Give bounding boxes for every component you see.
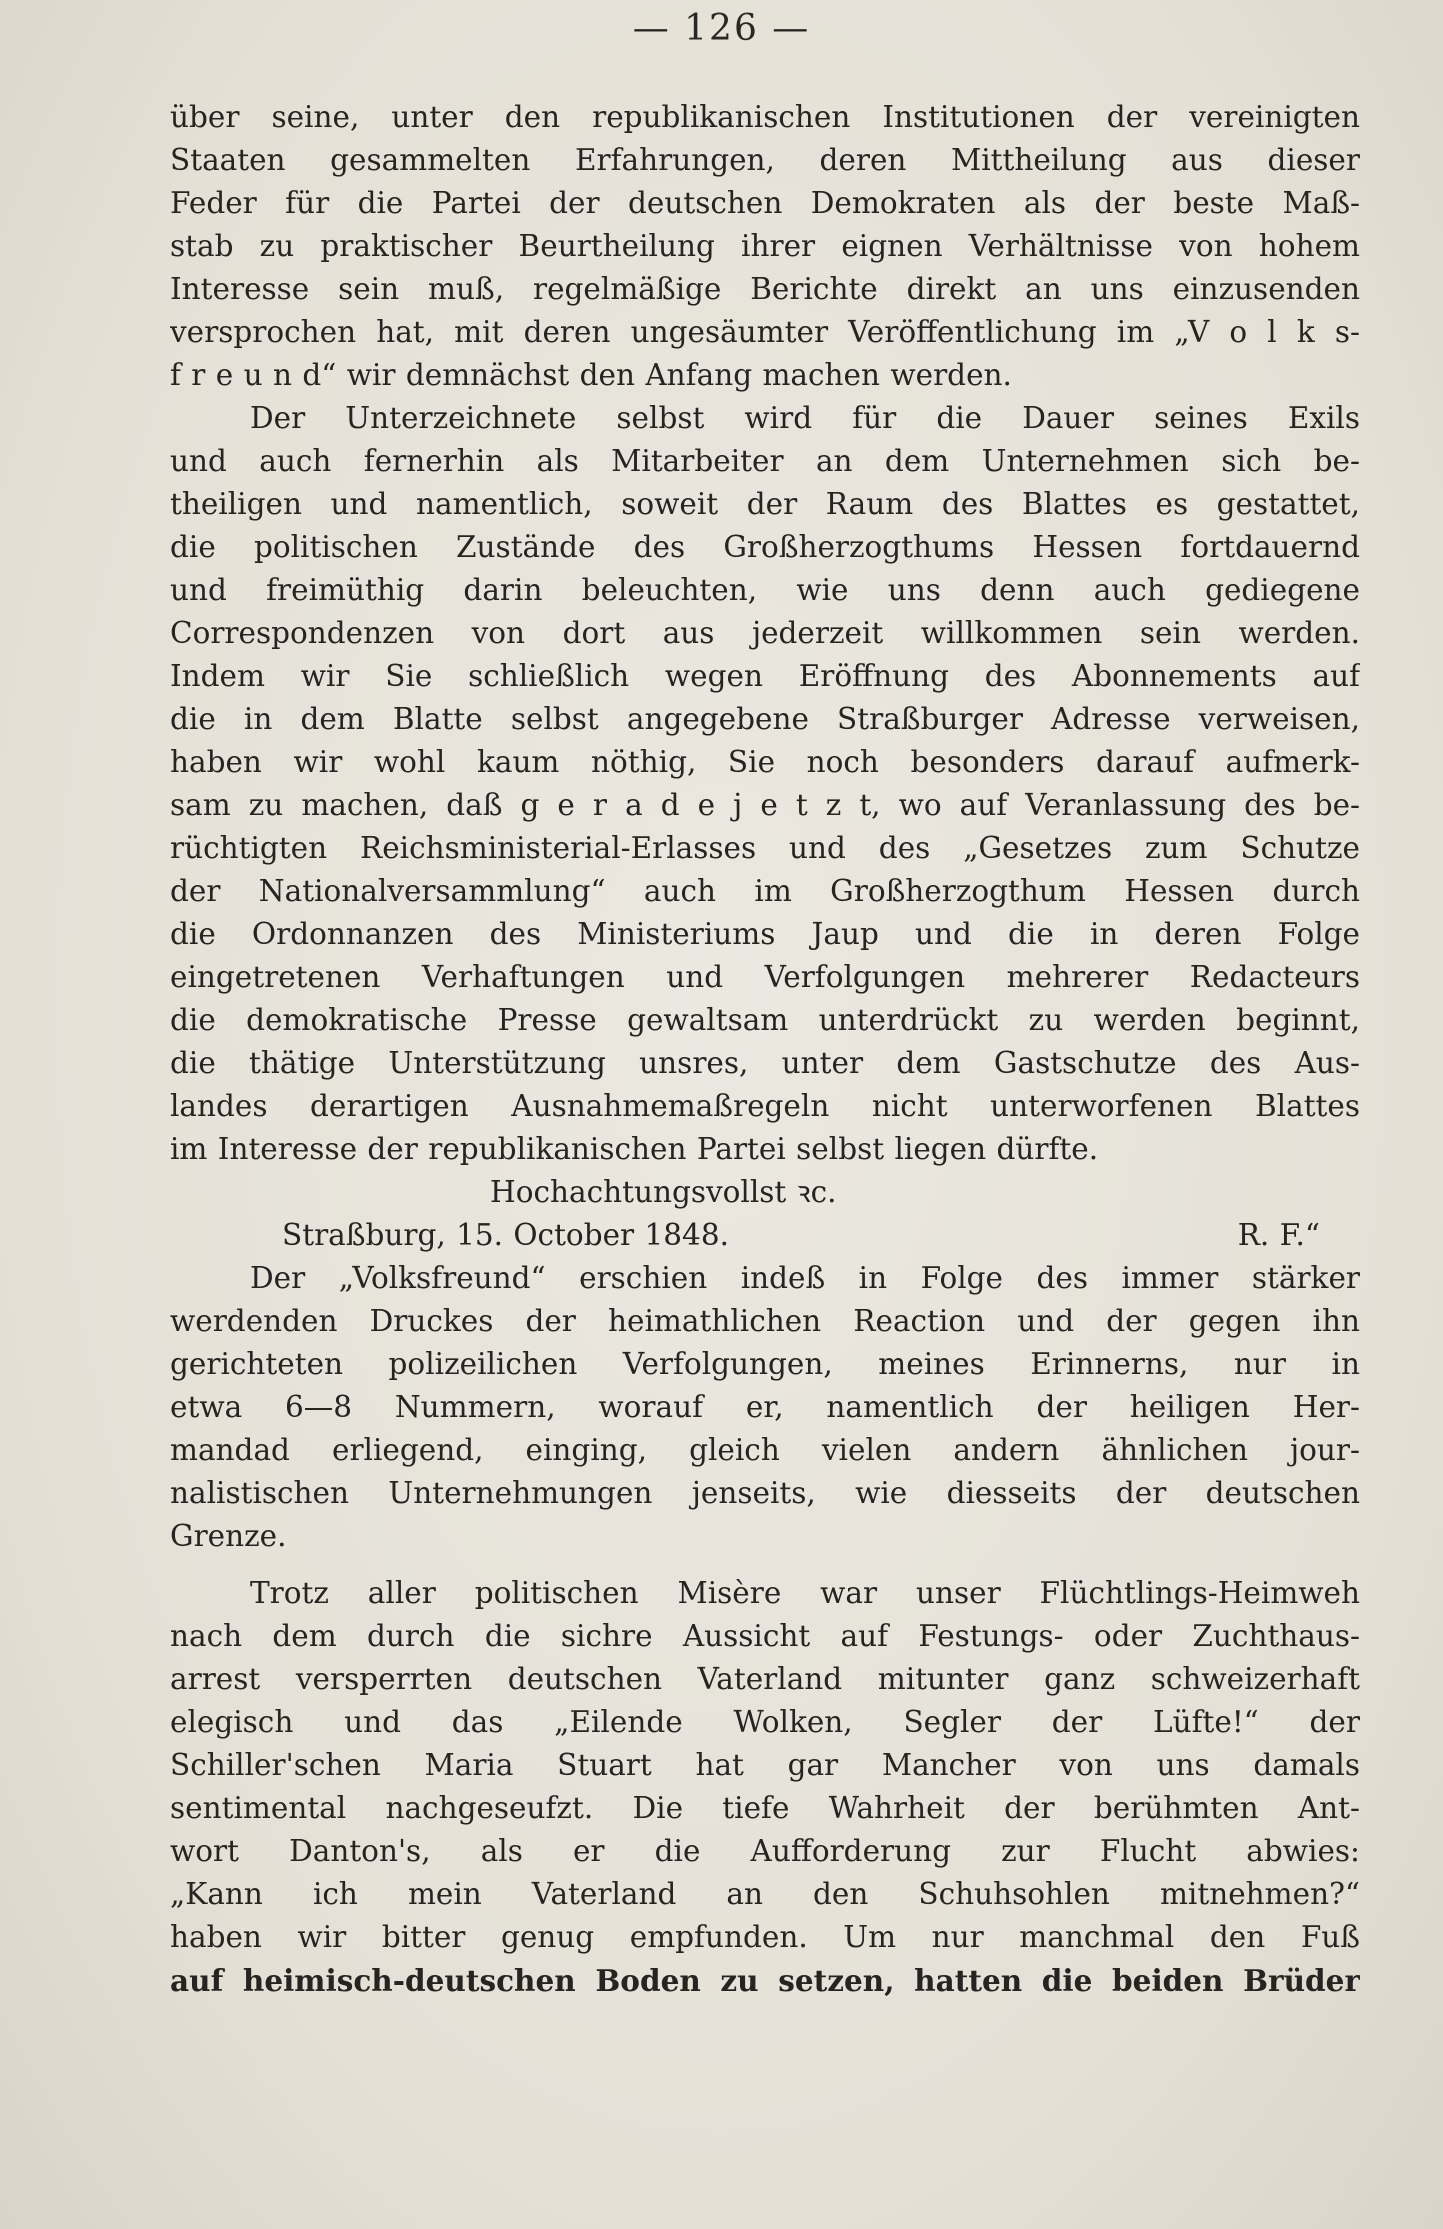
text-line: Interesse sein muß, regelmäßige Berichte direkt an uns einzusenden: [170, 272, 1360, 306]
text-line: versprochen hat, mit deren ungesäumter Veröffentlichung im „V o l k s-: [170, 315, 1360, 349]
signoff-initials: R. F.“: [1237, 1218, 1320, 1252]
text-line: und auch fernerhin als Mitarbeiter an dem Unternehmen sich be-: [170, 444, 1360, 478]
text-line: gerichteten polizeilichen Verfolgungen, meines Erinnerns, nur in: [170, 1347, 1360, 1381]
text-line: auf heimisch-deutschen Boden zu setzen, hatten die beiden Brüder: [170, 1963, 1360, 1998]
text-line: wort Danton's, als er die Aufforderung zur Flucht abwies:: [170, 1834, 1360, 1868]
text-line: die politischen Zustände des Großherzogthums Hessen fortdauernd: [170, 530, 1360, 564]
text-line: und freimüthig darin beleuchten, wie uns denn auch gediegene: [170, 573, 1360, 607]
text-line: über seine, unter den republikanischen Institutionen der vereinigten: [170, 100, 1360, 134]
text-line: Der „Volksfreund“ erschien indeß in Folge des immer stärker: [250, 1261, 1360, 1295]
text-line: Hochachtungsvollst ꝛc.: [490, 1175, 837, 1209]
text-line: Correspondenzen von dort aus jederzeit willkommen sein werden.: [170, 616, 1360, 650]
paragraphs-letter: [170, 96, 1360, 1214]
text-line: Schiller'schen Maria Stuart hat gar Mancher von uns damals: [170, 1748, 1360, 1782]
text-line: f r e u n d“ wir demnächst den Anfang machen werden.: [170, 358, 1012, 392]
text-line: Grenze.: [170, 1519, 287, 1553]
text-line: nalistischen Unternehmungen jenseits, wie diesseits der deutschen: [170, 1476, 1360, 1510]
text-line: nach dem durch die sichre Aussicht auf Festungs- oder Zuchthaus-: [170, 1619, 1360, 1653]
text-line: landes derartigen Ausnahmemaßregeln nicht unterworfenen Blattes: [170, 1089, 1360, 1123]
text-line: die thätige Unterstützung unsres, unter dem Gastschutze des Aus-: [170, 1046, 1360, 1080]
body-text: [170, 96, 1360, 2002]
text-line: stab zu praktischer Beurtheilung ihrer eignen Verhältnisse von hohem: [170, 229, 1360, 263]
signoff-place-date: Straßburg, 15. October 1848.: [282, 1218, 729, 1252]
paragraphs-narrative: [170, 1257, 1360, 2002]
text-line: die in dem Blatte selbst angegebene Straßburger Adresse verweisen,: [170, 702, 1360, 736]
text-line: haben wir bitter genug empfunden. Um nur manchmal den Fuß: [170, 1920, 1360, 1954]
text-line: die Ordonnanzen des Ministeriums Jaup und die in deren Folge: [170, 917, 1360, 951]
text-line: werdenden Druckes der heimathlichen Reaction und der gegen ihn: [170, 1304, 1360, 1338]
text-line: Feder für die Partei der deutschen Demokraten als der beste Maß-: [170, 186, 1360, 220]
text-line: mandad erliegend, einging, gleich vielen andern ähnlichen jour-: [170, 1433, 1360, 1467]
text-line: Indem wir Sie schließlich wegen Eröffnung des Abonnements auf: [170, 659, 1360, 693]
text-line: der Nationalversammlung“ auch im Großherzogthum Hessen durch: [170, 874, 1360, 908]
text-line: „Kann ich mein Vaterland an den Schuhsohlen mitnehmen?“: [170, 1877, 1360, 1911]
text-line: Staaten gesammelten Erfahrungen, deren Mittheilung aus dieser: [170, 143, 1360, 177]
page-number: — 126 —: [632, 8, 811, 49]
text-line: sentimental nachgeseufzt. Die tiefe Wahrheit der berühmten Ant-: [170, 1791, 1360, 1825]
text-line: etwa 6—8 Nummern, worauf er, namentlich der heiligen Her-: [170, 1390, 1360, 1424]
text-line: arrest versperrten deutschen Vaterland mitunter ganz schweizerhaft: [170, 1662, 1360, 1696]
text-line: im Interesse der republikanischen Partei selbst liegen dürfte.: [170, 1132, 1099, 1166]
text-line: eingetretenen Verhaftungen und Verfolgungen mehrerer Redacteurs: [170, 960, 1360, 994]
text-line: elegisch und das „Eilende Wolken, Segler der Lüfte!“ der: [170, 1705, 1360, 1739]
text-line: Trotz aller politischen Misère war unser Flüchtlings-Heimweh: [250, 1576, 1360, 1610]
signoff-line: [170, 1214, 1360, 1257]
text-line: theiligen und namentlich, soweit der Raum des Blattes es gestattet,: [170, 487, 1360, 521]
text-line: rüchtigten Reichsministerial-Erlasses und des „Gesetzes zum Schutze: [170, 831, 1360, 865]
text-line: die demokratische Presse gewaltsam unterdrückt zu werden beginnt,: [170, 1003, 1360, 1037]
text-line: sam zu machen, daß g e r a d e j e t z t, wo auf Veranlassung des be-: [170, 788, 1360, 822]
text-line: Der Unterzeichnete selbst wird für die Dauer seines Exils: [250, 401, 1360, 435]
text-line: haben wir wohl kaum nöthig, Sie noch besonders darauf aufmerk-: [170, 745, 1360, 779]
